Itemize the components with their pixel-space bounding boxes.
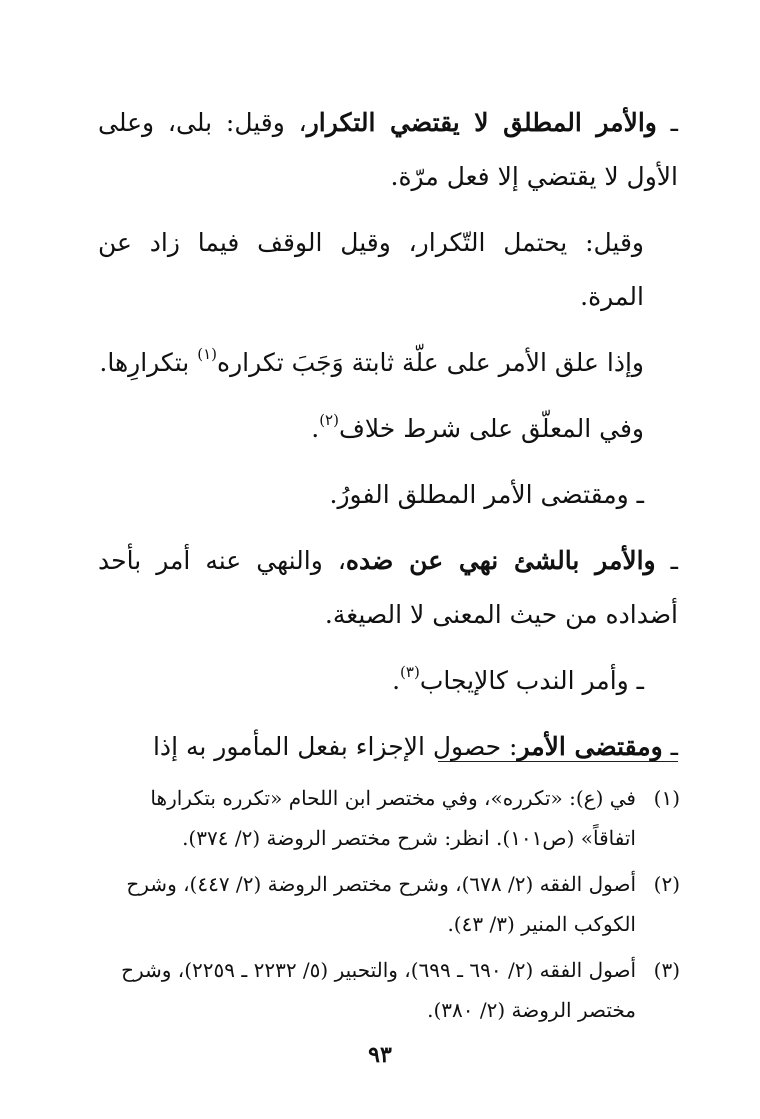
paragraph-1-dash: ـ [656, 108, 678, 137]
paragraph-6-rest: ، والنهي عنه أمر بأحد أضداده من حيث المعنى لا الصيغة. [98, 546, 678, 629]
paragraph-7 [98, 654, 678, 708]
footnotes [96, 778, 680, 1036]
paragraph-3 [98, 336, 678, 390]
paragraph-6 [98, 534, 678, 642]
paragraph-8 [98, 720, 678, 774]
paragraph-2: وقيل: يحتمل التّكرار، وقيل الوقف فيما زاد عن المرة. [98, 228, 644, 311]
footnote-3-text: أصول الفقه (٢/ ٦٩٠ ـ ٦٩٩)، والتحبير (٥/ ٢٢٣٢ ـ ٢٢٥٩)، وشرح مختصر الروضة (٢/ ٣٨٠). [121, 958, 636, 1022]
footnote-2 [96, 864, 680, 944]
paragraph-3-tail: بتكرارِها. [99, 348, 198, 377]
footnote-1-number: (١) [653, 786, 680, 810]
paragraph-7-text: ـ وأمر الندب كالإيجاب [419, 666, 644, 695]
footnote-3-number: (٣) [653, 958, 680, 982]
paragraph-8-dash: ـ [662, 732, 678, 761]
footnote-divider [438, 761, 678, 762]
footnote-1 [96, 778, 680, 858]
paragraph-4-tail: . [311, 414, 320, 443]
paragraph-4 [98, 402, 678, 456]
page-number: ٩٣ [368, 1042, 392, 1068]
footnote-2-text: أصول الفقه (٢/ ٦٧٨)، وشرح مختصر الروضة (٢/ ٤٤٧)، وشرح الكوكب المنير (٣/ ٤٣). [126, 872, 636, 936]
paragraph-4-text: وفي المعلّق على شرط خلاف [338, 414, 644, 443]
main-text [98, 96, 678, 786]
paragraph-3-text: وإذا علق الأمر على علّة ثابتة وَجَبَ تكراره [216, 348, 644, 377]
paragraph-5: ـ ومقتضى الأمر المطلق الفورُ. [329, 480, 644, 509]
footnote-3 [96, 950, 680, 1030]
paragraph-6-bold: والأمر بالشئ نهي عن ضده [345, 546, 656, 575]
paragraph-8-rest: : حصول الإجزاء بفعل المأمور به إذا [152, 732, 518, 761]
footnote-ref-3[interactable]: (٣) [400, 663, 420, 681]
paragraph-1-rest: ، وقيل: بلى، وعلى الأول لا يقتضي إلا فعل مرّة. [98, 108, 678, 191]
footnote-1-text: في (ع): «تكرره»، وفي مختصر ابن اللحام «تكرره بتكرارها اتفاقاً» (ص١٠١). انظر: شرح مختصر الروضة (٢/ ٣٧٤). [150, 786, 636, 850]
paragraph-6-dash: ـ [655, 546, 678, 575]
paragraph-8-bold: ومقتضى الأمر [517, 732, 663, 761]
paragraph-1 [98, 96, 678, 204]
footnote-2-number: (٢) [653, 872, 680, 896]
paragraph-1-bold: والأمر المطلق لا يقتضي التكرار [306, 108, 657, 137]
footnote-ref-1[interactable]: (١) [197, 345, 217, 363]
footnote-ref-2[interactable]: (٢) [319, 411, 339, 429]
paragraph-7-tail: . [392, 666, 401, 695]
